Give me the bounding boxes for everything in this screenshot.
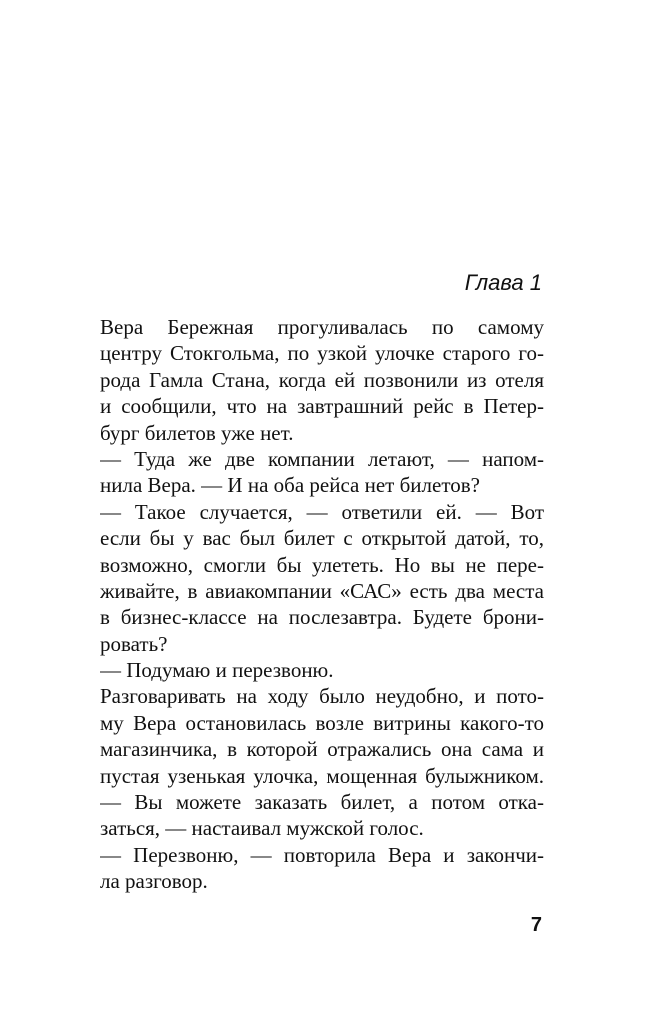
text-line: — Перезвоню, — повторила Вера и закончи- [100, 842, 544, 867]
text-line: заться, — настаивал мужской голос. [100, 816, 424, 841]
chapter-body [100, 314, 544, 895]
text-line: нила Вера. — И на оба рейса нет билетов? [100, 473, 480, 498]
text-line: пустая узенькая улочка, мощенная булыжником. [100, 763, 544, 788]
text-line: — Подумаю и перезвоню. [100, 658, 334, 683]
text-line: ла разговор. [100, 869, 208, 894]
text-line: му Вера остановилась возле витрины какого-то [100, 710, 544, 735]
chapter-title: Глава 1 [464, 270, 542, 295]
text-line: центру Стокгольма, по узкой улочке старого го- [100, 341, 544, 366]
text-line: и сообщили, что на завтрашний рейс в Петер- [100, 394, 544, 419]
text-line: живайте, в авиакомпании «САС» есть два места [100, 578, 544, 603]
text-line: — Такое случается, — ответили ей. — Вот [100, 499, 544, 524]
text-line: рода Гамла Стана, когда ей позвонили из отеля [100, 367, 544, 392]
text-line: если бы у вас был билет с открытой датой, то, [100, 526, 544, 551]
text-line: в бизнес-классе на послезавтра. Будете брони- [100, 605, 544, 630]
page-number: 7 [530, 914, 542, 936]
text-line: — Вы можете заказать билет, а потом отка- [100, 790, 544, 815]
text-line: магазинчика, в которой отражались она сама и [100, 737, 544, 762]
text-line: Разговаривать на ходу было неудобно, и пото- [100, 684, 544, 709]
text-line: возможно, смогли бы улететь. Но вы не пере- [100, 552, 544, 577]
text-line: Вера Бережная прогуливалась по самому [100, 315, 544, 339]
text-line: ровать? [100, 631, 168, 656]
text-line: — Туда же две компании летают, — напом- [100, 446, 544, 471]
text-line: бург билетов уже нет. [100, 420, 294, 445]
